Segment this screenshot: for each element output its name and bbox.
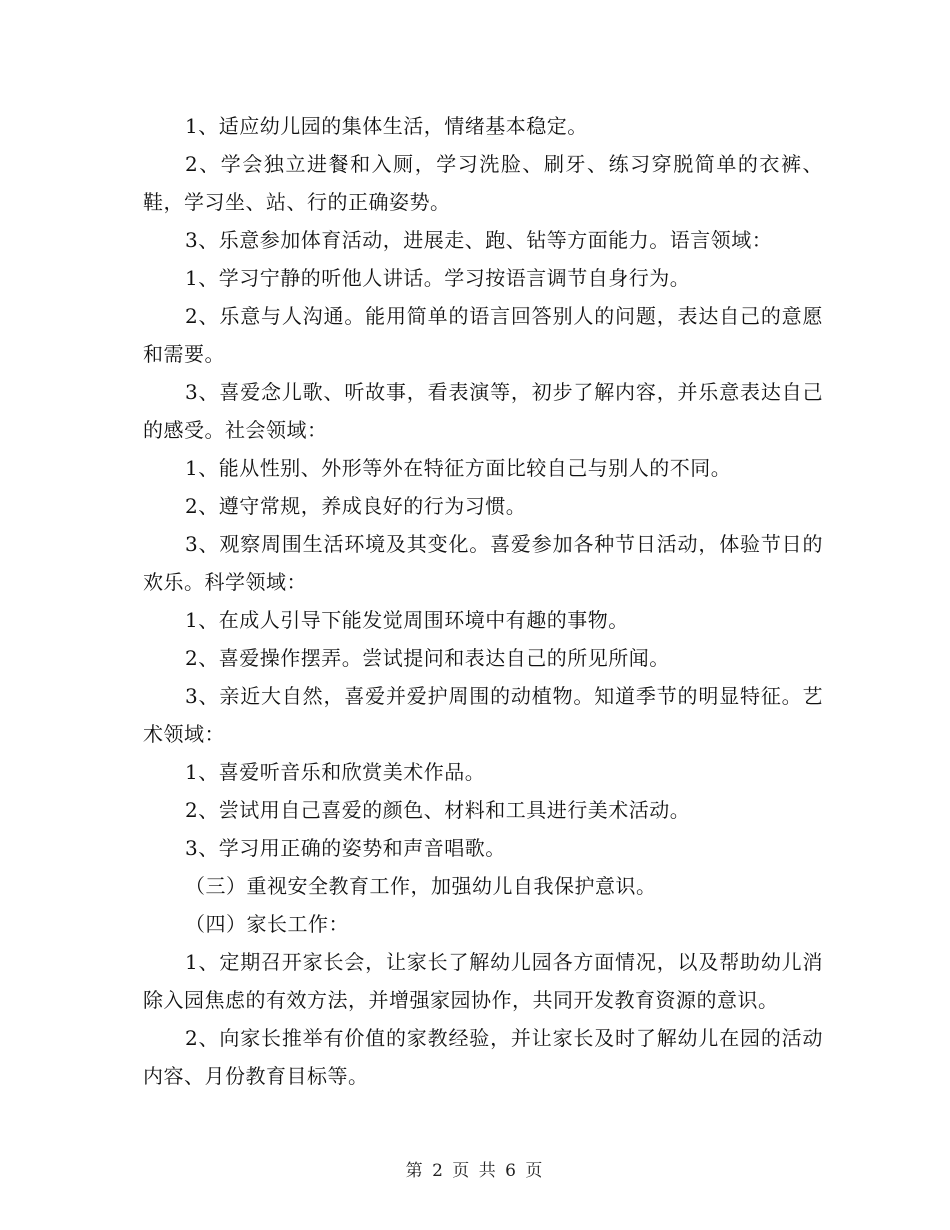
paragraph: 3、学习用正确的姿势和声音唱歌。	[185, 836, 506, 860]
paragraph: 1、能从性别、外形等外在特征方面比较自己与别人的不同。	[185, 456, 732, 480]
paragraph: 2、学会独立进餐和入厕，学习洗脸、刷牙、练习穿脱简单的衣裤、鞋，学习坐、站、行的正确姿势。	[143, 152, 823, 214]
paragraph: 3、观察周围生活环境及其变化。喜爱参加各种节日活动，体验节日的欢乐。科学领域：	[143, 532, 823, 594]
paragraph: 3、喜爱念儿歌、听故事，看表演等，初步了解内容，并乐意表达自己的感受。社会领域：	[143, 380, 823, 442]
paragraph: 1、适应幼儿园的集体生活，情绪基本稳定。	[185, 114, 588, 138]
section-heading-safety: （三）重视安全教育工作，加强幼儿自我保护意识。	[185, 874, 657, 898]
paragraph: 2、尝试用自己喜爱的颜色、材料和工具进行美术活动。	[185, 798, 691, 822]
paragraph: 1、在成人引导下能发觉周围环境中有趣的事物。	[185, 608, 629, 632]
paragraph: 2、向家长推举有价值的家教经验，并让家长及时了解幼儿在园的活动内容、月份教育目标等。	[143, 1026, 823, 1088]
paragraph: 1、喜爱听音乐和欣赏美术作品。	[185, 760, 486, 784]
paragraph: 1、定期召开家长会，让家长了解幼儿园各方面情况，以及帮助幼儿消除入园焦虑的有效方法，并增强家园协作，共同开发教育资源的意识。	[143, 950, 823, 1012]
paragraph: 3、亲近大自然，喜爱并爱护周围的动植物。知道季节的明显特征。艺术领域：	[143, 684, 823, 746]
paragraph: 1、学习宁静的听他人讲话。学习按语言调节自身行为。	[185, 266, 691, 290]
paragraph: 2、遵守常规，养成良好的行为习惯。	[185, 494, 527, 518]
section-heading-parents: （四）家长工作：	[185, 912, 349, 936]
paragraph: 2、乐意与人沟通。能用简单的语言回答别人的问题，表达自己的意愿和需要。	[143, 304, 823, 366]
paragraph: 2、喜爱操作摆弄。尝试提问和表达自己的所见所闻。	[185, 646, 670, 670]
document-body	[143, 107, 823, 1095]
paragraph: 3、乐意参加体育活动，进展走、跑、钻等方面能力。语言领域：	[185, 228, 773, 252]
page-number-footer: 第 2 页 共 6 页	[405, 1161, 545, 1181]
